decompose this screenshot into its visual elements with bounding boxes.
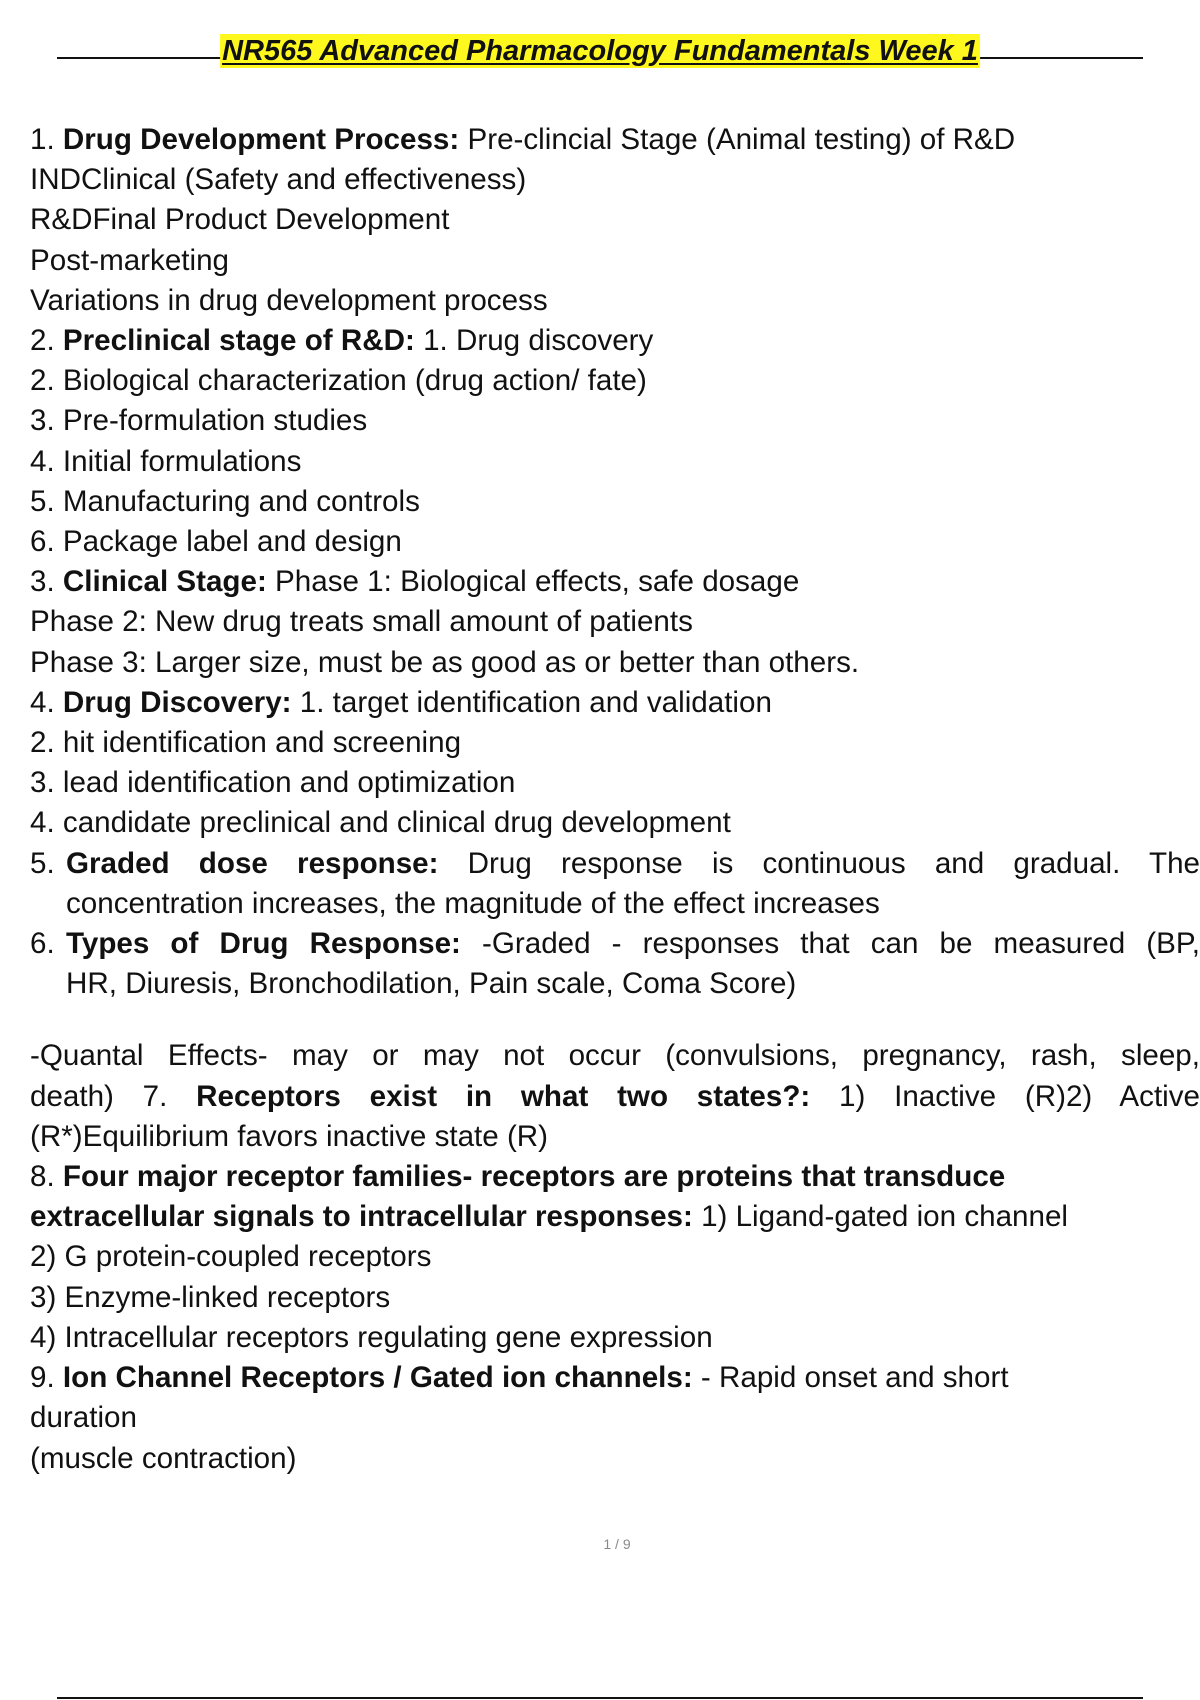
s1-line: INDClinical (Safety and effectiveness) (30, 163, 527, 197)
s9-heading: Ion Channel Receptors / Gated ion channels: (62, 1361, 693, 1395)
page-number: 1 / 9 (603, 1536, 631, 1552)
s4-text: 1. target identification and validation (291, 685, 772, 719)
s4-line: 4. candidate preclinical and clinical drug development (30, 806, 731, 840)
s9-number: 9. (30, 1361, 63, 1395)
s6-first-line (66, 924, 1200, 964)
s2-line: 4. Initial formulations (30, 444, 302, 478)
s6-text: -Graded - responses that can be measured (BP, (460, 927, 1200, 961)
s8-line: 2) G protein-coupled receptors (30, 1240, 432, 1274)
s6-item (30, 924, 1200, 1004)
s2-line: 6. Package label and design (30, 525, 402, 559)
s7-prefix: death) 7. (30, 1079, 197, 1113)
s5-number: 5. (30, 846, 55, 880)
bottom-rule (57, 1697, 1143, 1699)
s2-first-line (30, 321, 1200, 361)
paragraph-gap (30, 1004, 1200, 1036)
s3-number: 3. (30, 565, 63, 599)
s1-line: Post-marketing (30, 243, 230, 277)
s8-number: 8. (30, 1160, 63, 1194)
s4-heading: Drug Discovery: (62, 685, 292, 719)
s1-number: 1. (30, 123, 63, 156)
s7-heading: Receptors exist in what two states?: (196, 1079, 811, 1113)
s7-text: 1) Inactive (R)2) Active (810, 1079, 1200, 1113)
s8-first-line (30, 1157, 1200, 1197)
s7-quantal-line: -Quantal Effects- may or may not occur (convulsions, pregnancy, rash, sleep, (30, 1039, 1200, 1073)
s4-first-line (30, 683, 1200, 723)
s8-line: 3) Enzyme-linked receptors (30, 1280, 391, 1314)
s3-line: Phase 2: New drug treats small amount of patients (30, 605, 693, 639)
s7-line: (R*)Equilibrium favors inactive state (R) (30, 1119, 549, 1153)
s6-heading: Types of Drug Response: (66, 927, 461, 961)
s4-line: 3. lead identification and optimization (30, 766, 516, 800)
s5-text: Drug response is continuous and gradual. The (438, 846, 1200, 880)
s1-first-line (30, 120, 1200, 160)
page-title: NR565 Advanced Pharmacology Fundamentals Week 1 (222, 35, 978, 67)
s9-text: - Rapid onset and short (692, 1361, 1009, 1395)
s8-line: 4) Intracellular receptors regulating gene expression (30, 1320, 713, 1354)
s6-line: HR, Diuresis, Bronchodilation, Pain scale, Coma Score) (66, 967, 797, 1001)
s1-text: Pre-clincial Stage (Animal testing) of R&D (459, 123, 1016, 156)
s3-line: Phase 3: Larger size, must be as good as or better than others. (30, 645, 860, 679)
s5-first-line (66, 844, 1200, 884)
s9-line: (muscle contraction) (30, 1441, 297, 1475)
s9-first-line (30, 1358, 1200, 1398)
s7-receptor-line (30, 1077, 1200, 1117)
title-row (57, 30, 1143, 74)
s5-heading: Graded dose response: (66, 846, 439, 880)
s3-first-line (30, 562, 1200, 602)
s2-number: 2. (30, 324, 63, 358)
s8-second-line (30, 1197, 1200, 1237)
s5-item (30, 844, 1200, 924)
s8-heading: Four major receptor families- receptors are proteins that transduce (62, 1160, 1006, 1194)
s2-heading: Preclinical stage of R&D: (62, 324, 415, 358)
s4-number: 4. (30, 685, 63, 719)
s5-line: concentration increases, the magnitude of the effect increases (66, 886, 880, 920)
s2-line: 2. Biological characterization (drug action/ fate) (30, 364, 647, 398)
s2-text: 1. Drug discovery (414, 324, 654, 358)
s6-number: 6. (30, 927, 55, 961)
s2-line: 5. Manufacturing and controls (30, 484, 420, 518)
s1-heading: Drug Development Process: (62, 123, 460, 156)
s8-heading-cont: extracellular signals to intracellular responses: (30, 1200, 693, 1234)
document-body (30, 120, 1200, 1479)
s9-line: duration (30, 1401, 137, 1435)
s3-heading: Clinical Stage: (62, 565, 267, 599)
s8-text: 1) Ligand-gated ion channel (692, 1200, 1068, 1234)
s2-line: 3. Pre-formulation studies (30, 404, 368, 438)
s1-line: Variations in drug development process (30, 283, 548, 317)
s3-text: Phase 1: Biological effects, safe dosage (266, 565, 800, 599)
s1-line: R&DFinal Product Development (30, 203, 450, 237)
s4-line: 2. hit identification and screening (30, 726, 462, 760)
